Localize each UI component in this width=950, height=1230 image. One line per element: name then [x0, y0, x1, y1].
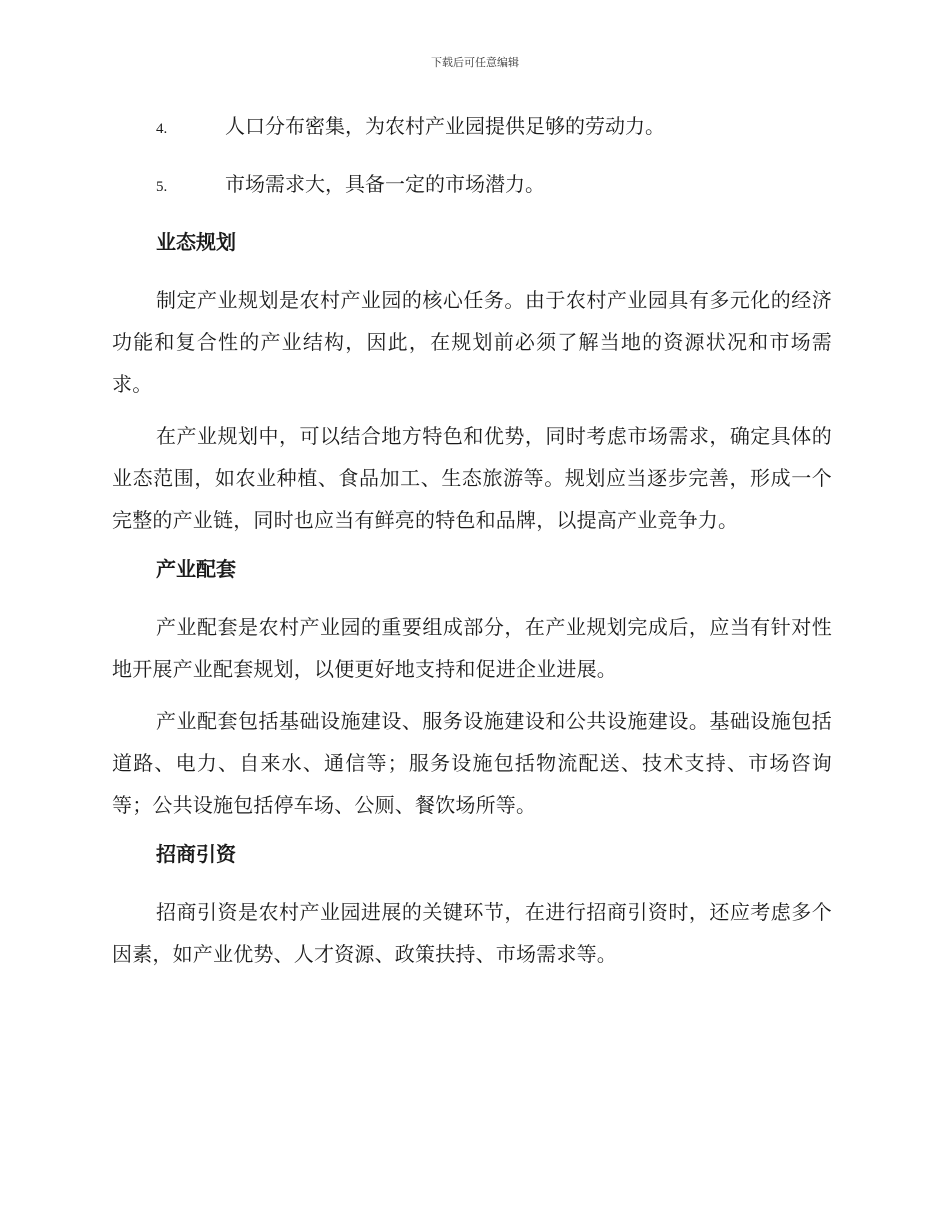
paragraph: 产业配套包括基础设施建设、服务设施建设和公共设施建设。基础设施包括道路、电力、自来水、通信等；服务设施包括物流配送、技术支持、市场咨询等；公共设施包括停车场、公厕、餐饮场所等。 [112, 709, 832, 817]
page-header: 下载后可任意编辑 [431, 56, 519, 69]
paragraph: 产业配套是农村产业园的重要组成部分，在产业规划完成后，应当有针对性地开展产业配套规划，以便更好地支持和促进企业进展。 [112, 615, 832, 681]
paragraph: 制定产业规划是农村产业园的核心任务。由于农村产业园具有多元化的经济功能和复合性的产业结构，因此，在规划前必须了解当地的资源状况和市场需求。 [112, 288, 832, 396]
document-body [112, 108, 832, 985]
list-text: 人口分布密集，为农村产业园提供足够的劳动力。 [225, 114, 665, 138]
paragraph: 在产业规划中，可以结合地方特色和优势，同时考虑市场需求，确定具体的业态范围，如农业种植、食品加工、生态旅游等。规划应当逐步完善，形成一个完整的产业链，同时也应当有鲜亮的特色和品牌，以提高产业竞争力。 [112, 424, 832, 532]
section-heading-investment-attraction: 招商引资 [156, 842, 236, 866]
list-item [112, 166, 832, 205]
section-heading-business-planning: 业态规划 [156, 230, 236, 254]
list-item [112, 108, 832, 147]
list-number: 4. [156, 121, 168, 137]
list-number: 5. [156, 179, 168, 195]
section-heading-industry-support: 产业配套 [156, 557, 236, 581]
list-text: 市场需求大，具备一定的市场潜力。 [225, 172, 545, 196]
paragraph: 招商引资是农村产业园进展的关键环节，在进行招商引资时，还应考虑多个因素，如产业优势、人才资源、政策扶持、市场需求等。 [112, 900, 832, 966]
